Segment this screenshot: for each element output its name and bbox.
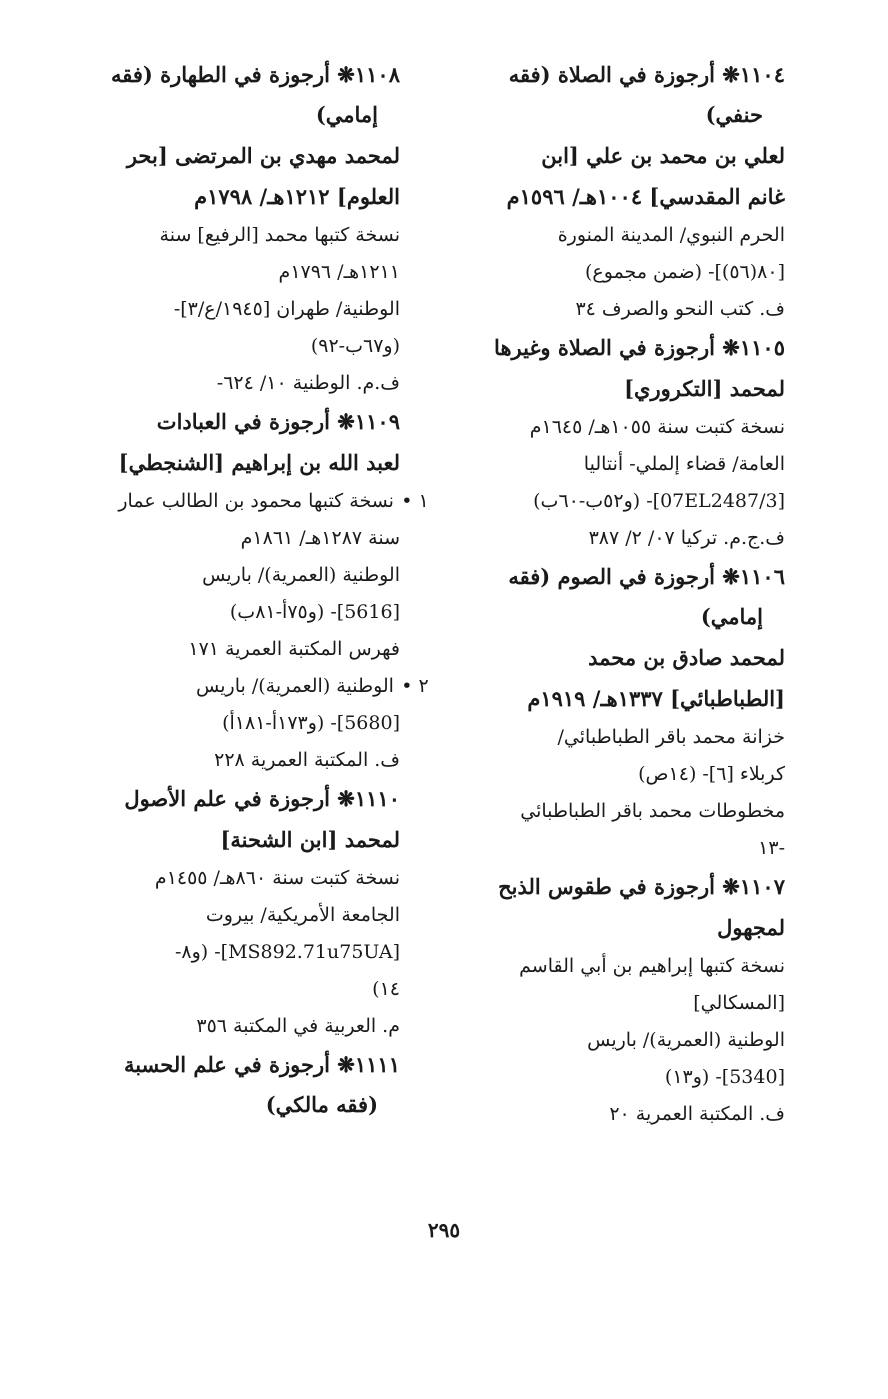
entry-detail-line: (و٦٧ب-٩٢) — [310, 335, 400, 357]
entry-detail-line: [07EL2487/3]- (و٥٢ب-٦٠ب) — [533, 490, 785, 512]
entry-author: العلوم] ١٢١٢هـ/ ١٧٩٨م — [194, 184, 400, 209]
entry-detail-line: كربلاء [٦]- (١٤ص) — [638, 763, 785, 785]
entry-heading — [440, 55, 785, 135]
entry-detail-line: الوطنية (العمرية)/ باريس — [587, 1029, 785, 1051]
entry-detail-line: العامة/ قضاء إلملي- أنتاليا — [583, 453, 785, 475]
entry-detail-line: نسخة كتبها محمد [الرفيع] سنة — [159, 224, 400, 246]
entry-author: غانم المقدسي] ١٠٠٤هـ/ ١٥٩٦م — [506, 184, 785, 209]
entry-detail-line: نسخة كتبت سنة ٨٦٠هـ/ ١٤٥٥م — [154, 867, 400, 889]
entry-detail-line: [5340]- (و١٣) — [664, 1066, 785, 1088]
entry-heading — [440, 867, 785, 907]
entry-heading-text: ١١٠٧❋ أرجوزة في طقوس الذبح — [498, 874, 785, 899]
entry-detail-line: [المسكالي] — [693, 992, 785, 1014]
entry-heading — [440, 328, 785, 368]
entry-detail-line: [5680]- (و١٧٣أ-١٨١أ) — [222, 712, 400, 734]
entry-detail-line: الوطنية/ طهران [١٩٤٥/ع/٣]- — [173, 298, 400, 320]
entry-detail-line: [٨٠(٥٦)]- (ضمن مجموع) — [585, 261, 785, 283]
entry-detail-line: الحرم النبوي/ المدينة المنورة — [557, 224, 785, 246]
left-column — [55, 55, 429, 1125]
entry-author: لمحمد مهدي بن المرتضى [بحر — [126, 143, 400, 168]
entry-detail-line: [5616]- (و٧٥أ-٨١ب) — [229, 601, 400, 623]
entry-detail-line: الجامعة الأمريكية/ بيروت — [205, 904, 400, 926]
entry-author: لمحمد صادق بن محمد — [588, 645, 785, 670]
entry-detail-line: ١٢١١هـ/ ١٧٩٦م — [278, 261, 400, 283]
entry-detail-line: مخطوطات محمد باقر الطباطبائي — [520, 800, 785, 822]
entry-heading-text: ١١١٠❋ أرجوزة في علم الأصول — [124, 786, 400, 811]
entry-detail-line: فهرس المكتبة العمرية ١٧١ — [188, 638, 400, 660]
entry-heading — [55, 1045, 400, 1125]
entry-author: لعلي بن محمد بن علي [ابن — [541, 143, 785, 168]
entry-author: لمجهول — [717, 915, 785, 940]
entry-detail-line: م. العربية في المكتبة ٣٥٦ — [196, 1015, 400, 1037]
entry-detail-line: ف. كتب النحو والصرف ٣٤ — [575, 298, 785, 320]
entry-heading-text: ١١٠٨❋ أرجوزة في الطهارة (فقه — [111, 62, 400, 87]
entry-heading-text: ١١٠٥❋ أرجوزة في الصلاة وغيرها — [494, 335, 785, 360]
entry-heading-continuation: إمامي) — [315, 102, 378, 127]
entry-heading-text: ١١١١❋ أرجوزة في علم الحسبة — [123, 1052, 400, 1077]
right-column — [440, 55, 785, 1133]
entry-detail-line: ف.ج.م. تركيا ٠٧/ ٢/ ٣٨٧ — [588, 527, 785, 549]
entry-author: [الطباطبائي] ١٣٣٧هـ/ ١٩١٩م — [527, 686, 785, 711]
copy-number-bullet: ١ • — [401, 490, 429, 512]
entry-heading-continuation: (فقه مالكي) — [265, 1092, 378, 1117]
entry-detail-line: ف. المكتبة العمرية ٢٠ — [609, 1103, 785, 1125]
entry-detail-line: ف.م. الوطنية ١٠/ ٦٢٤- — [216, 372, 400, 394]
entry-author: لمحمد [التكروري] — [624, 376, 785, 401]
page-number: ٢٩٥ — [427, 1218, 461, 1242]
entry-detail-line: ف. المكتبة العمرية ٢٢٨ — [214, 749, 400, 771]
entry-author: لمحمد [ابن الشحنة] — [220, 827, 400, 852]
entry-detail-line: سنة ١٢٨٧هـ/ ١٨٦١م — [240, 527, 400, 549]
entry-heading-text: ١١٠٦❋ أرجوزة في الصوم (فقه — [508, 564, 785, 589]
entry-detail-text: الوطنية (العمرية)/ باريس — [196, 675, 400, 697]
entry-heading — [55, 779, 400, 819]
copy-number-bullet: ٢ • — [401, 675, 429, 697]
entry-detail-line: خزانة محمد باقر الطباطبائي/ — [557, 726, 785, 748]
entry-heading — [55, 402, 400, 442]
entry-detail-text: نسخة كتبها محمود بن الطالب عمار — [118, 490, 400, 512]
entry-heading-continuation: حنفي) — [705, 102, 763, 127]
entry-author: لعبد الله بن إبراهيم [الشنجطي] — [118, 450, 400, 475]
entry-heading — [55, 55, 400, 135]
entry-heading-text: ١١٠٤❋ أرجوزة في الصلاة (فقه — [508, 62, 785, 87]
entry-detail-line: نسخة كتبت سنة ١٠٥٥هـ/ ١٦٤٥م — [529, 416, 785, 438]
entry-detail-line: الوطنية (العمرية)/ باريس — [202, 564, 400, 586]
entry-detail-line: ١٤) — [372, 978, 400, 1000]
entry-heading-continuation: إمامي) — [700, 604, 763, 629]
entry-detail-line — [55, 668, 429, 705]
entry-detail-line: -١٣ — [758, 837, 785, 859]
entry-detail-line: نسخة كتبها إبراهيم بن أبي القاسم — [519, 955, 785, 977]
entry-heading — [440, 557, 785, 637]
entry-detail-line — [55, 483, 429, 520]
entry-heading-text: ١١٠٩❋ أرجوزة في العبادات — [156, 409, 400, 434]
entry-detail-line: [MS892.71u75UA]- (و٨- — [174, 941, 400, 963]
